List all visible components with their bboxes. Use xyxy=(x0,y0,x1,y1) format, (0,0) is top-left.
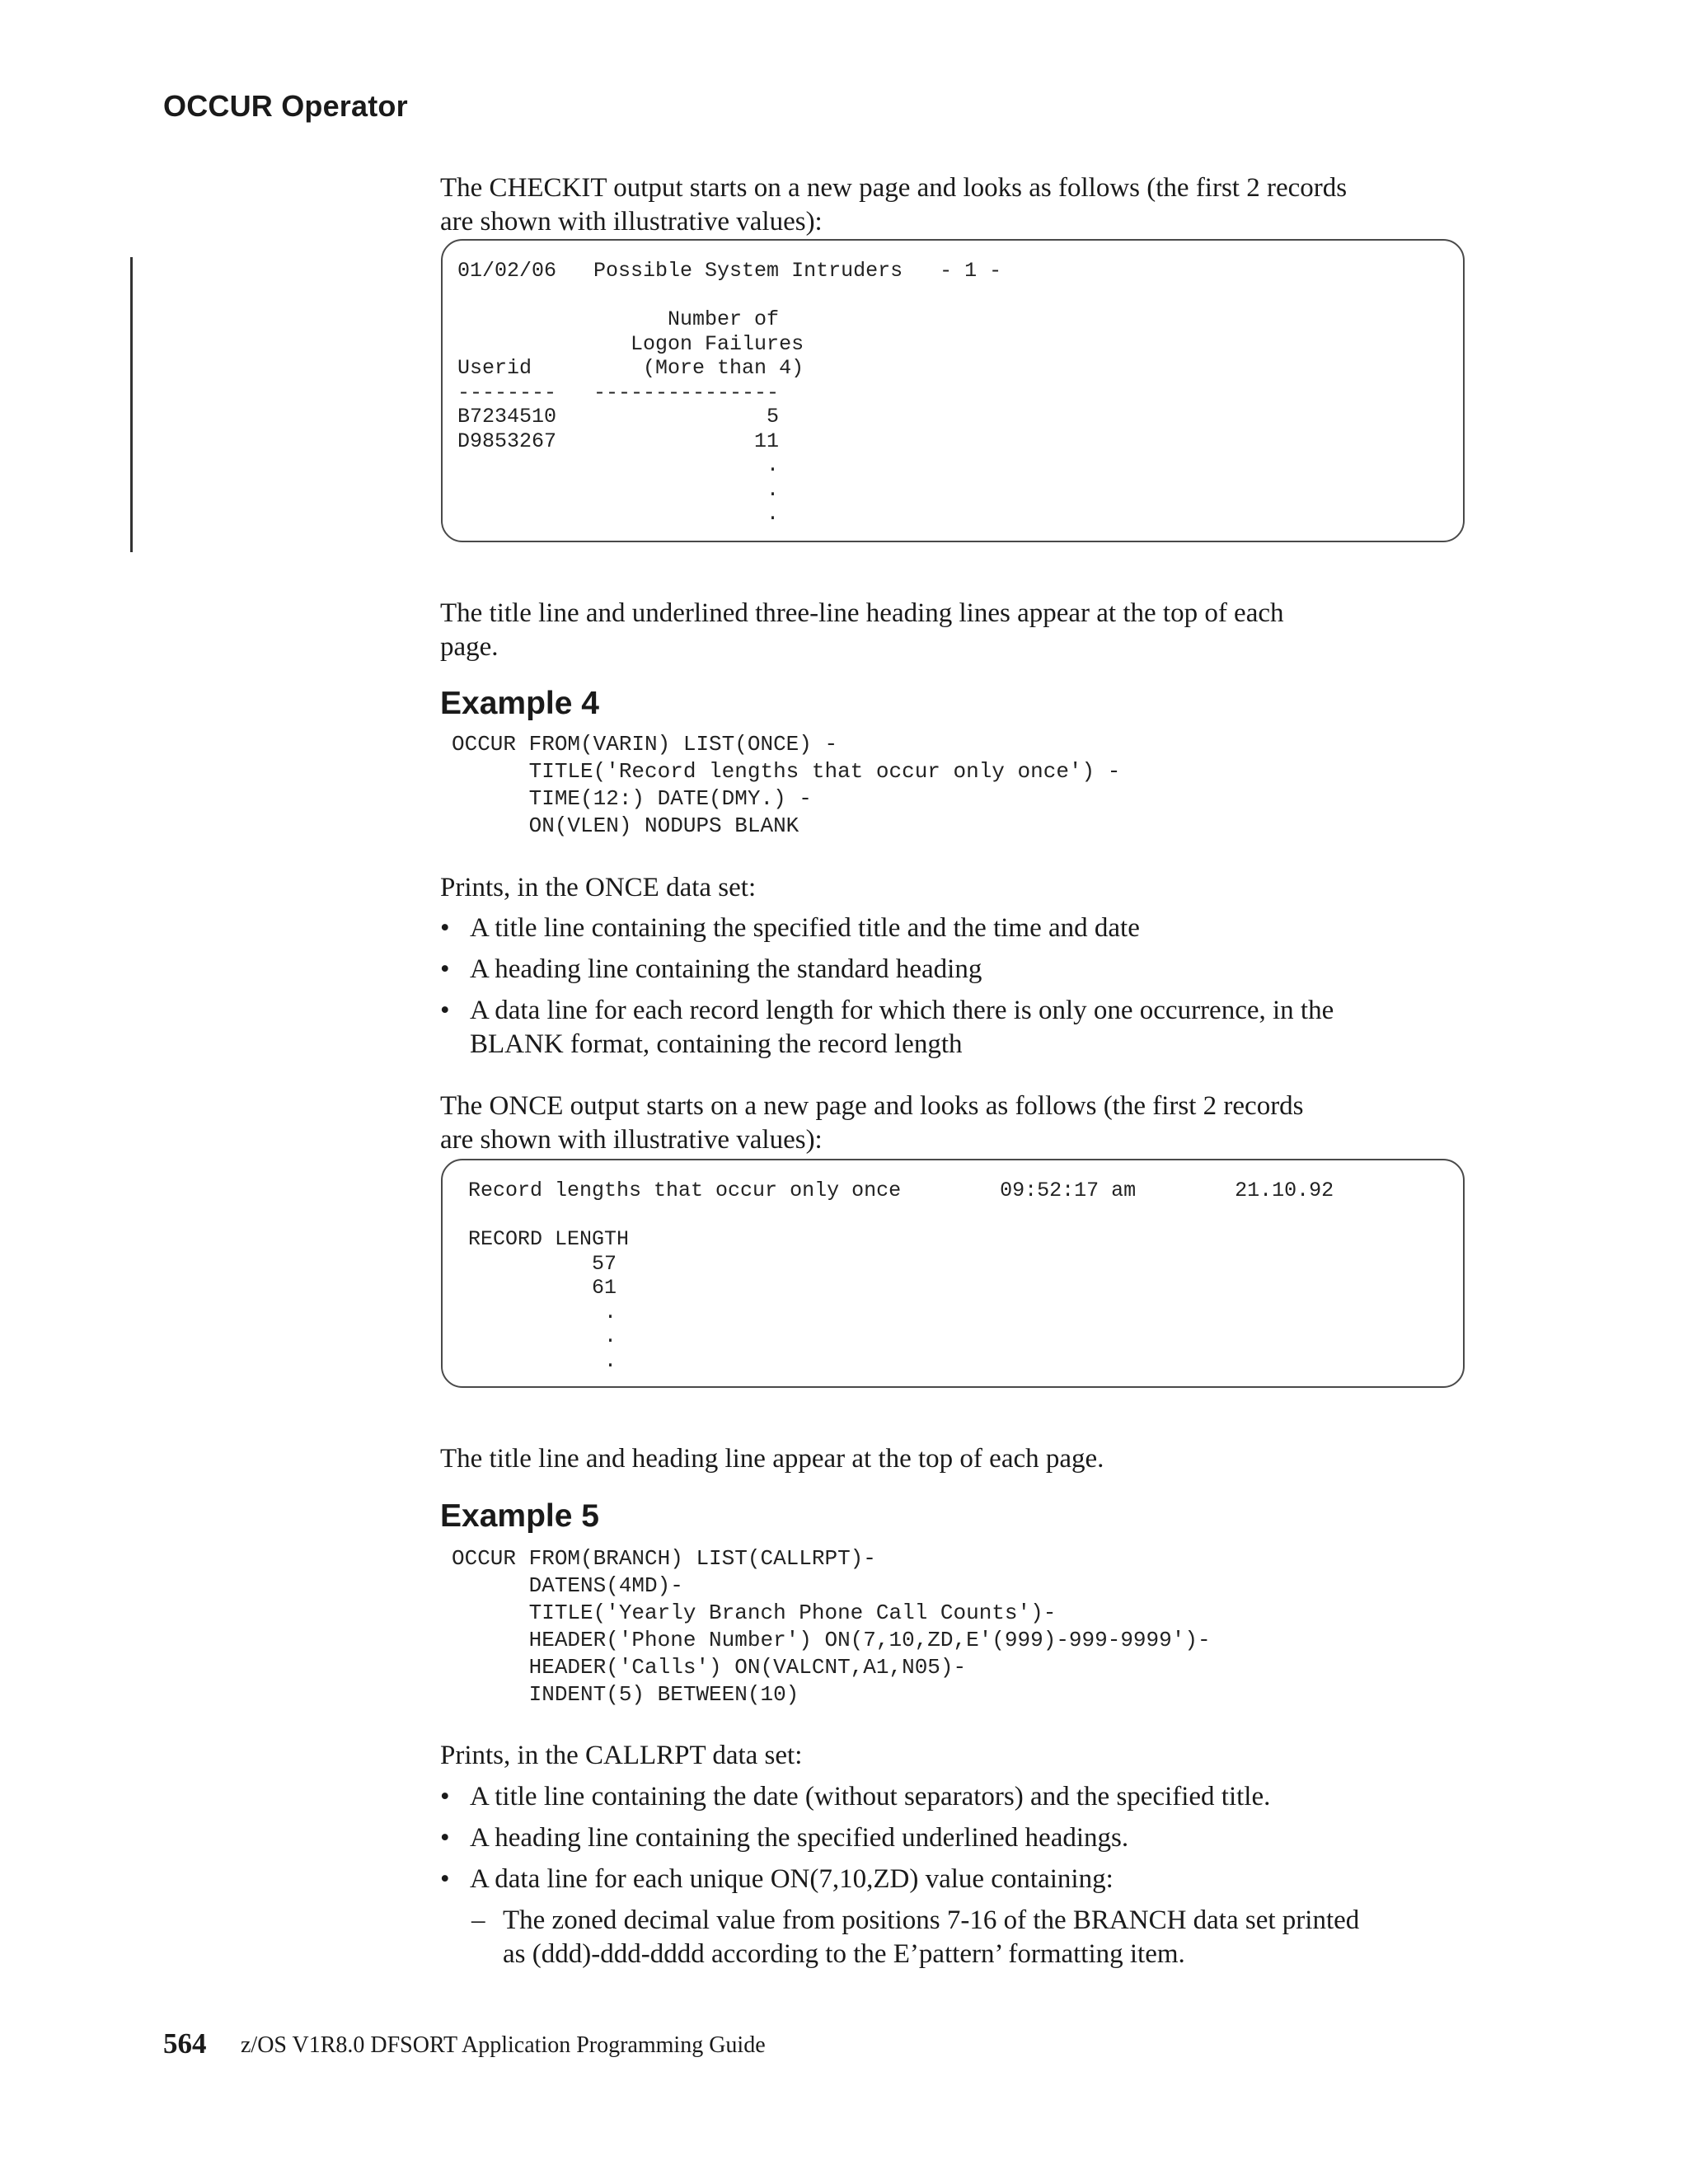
change-bar xyxy=(130,257,133,552)
example-4-heading: Example 4 xyxy=(440,686,599,721)
once-output-box xyxy=(441,1159,1465,1388)
example-5-code: OCCUR FROM(BRANCH) LIST(CALLRPT)- DATENS(4MD)- TITLE('Yearly Branch Phone Call Counts')- HEADER('Phone Number') ON(7,10,ZD,E'(999)-999-9999')- HEADER('Calls') ON(VALCNT,A1,N05)- INDENT(5) BETWEEN(10) xyxy=(452,1546,1211,1707)
example-4-prints: Prints, in the ONCE data set: xyxy=(440,873,757,902)
once-output-text: Record lengths that occur only once 09:52:17 am 21.10.92 RECORD LENGTH 57 61 . . . xyxy=(468,1179,1334,1373)
checkit-output-box xyxy=(441,239,1465,542)
list-subitem: – The zoned decimal value from positions 7-16 of the BRANCH data set printed as (ddd)-ddd-dddd according to the E’pattern’ formatting item. xyxy=(471,1905,1360,1969)
intro-paragraph: The CHECKIT output starts on a new page and looks as follows (the first 2 records are shown with illustrative values): xyxy=(440,173,1348,237)
list-item: • A data line for each unique ON(7,10,ZD) value containing: xyxy=(440,1864,1114,1894)
example-4-bullet-list xyxy=(440,912,1578,1069)
list-item: • A heading line containing the standard heading xyxy=(440,954,982,984)
section-header: OCCUR Operator xyxy=(163,89,408,123)
list-item: • A title line containing the specified title and the time and date xyxy=(440,913,1140,943)
example-5-heading: Example 5 xyxy=(440,1498,599,1534)
example-5-bullet-list xyxy=(440,1780,1578,1979)
page-number: 564 xyxy=(163,2027,207,2060)
example-4-note: The title line and heading line appear at the top of each page. xyxy=(440,1444,1104,1474)
checkit-note: The title line and underlined three-line heading lines appear at the top of each page. xyxy=(440,598,1284,662)
example-4-code: OCCUR FROM(VARIN) LIST(ONCE) - TITLE('Record lengths that occur only once') - TIME(12:) DATE(DMY.) - ON(VLEN) NODUPS BLANK xyxy=(452,732,1121,838)
example-5-prints: Prints, in the CALLRPT data set: xyxy=(440,1741,803,1770)
example-4-intro: The ONCE output starts on a new page and looks as follows (the first 2 records are shown with illustrative values): xyxy=(440,1091,1304,1155)
book-title: z/OS V1R8.0 DFSORT Application Programming Guide xyxy=(241,2032,766,2058)
list-item: • A title line containing the date (without separators) and the specified title. xyxy=(440,1782,1271,1811)
list-item: • A data line for each record length for which there is only one occurrence, in the BLANK format, containing the record length xyxy=(440,996,1334,1059)
checkit-output-text: 01/02/06 Possible System Intruders - 1 - Number of Logon Failures Userid (More than 4) -------- --------------- B7234510 5 D9853267 11 . . . xyxy=(457,259,1002,526)
list-item: • A heading line containing the specified underlined headings. xyxy=(440,1823,1129,1853)
